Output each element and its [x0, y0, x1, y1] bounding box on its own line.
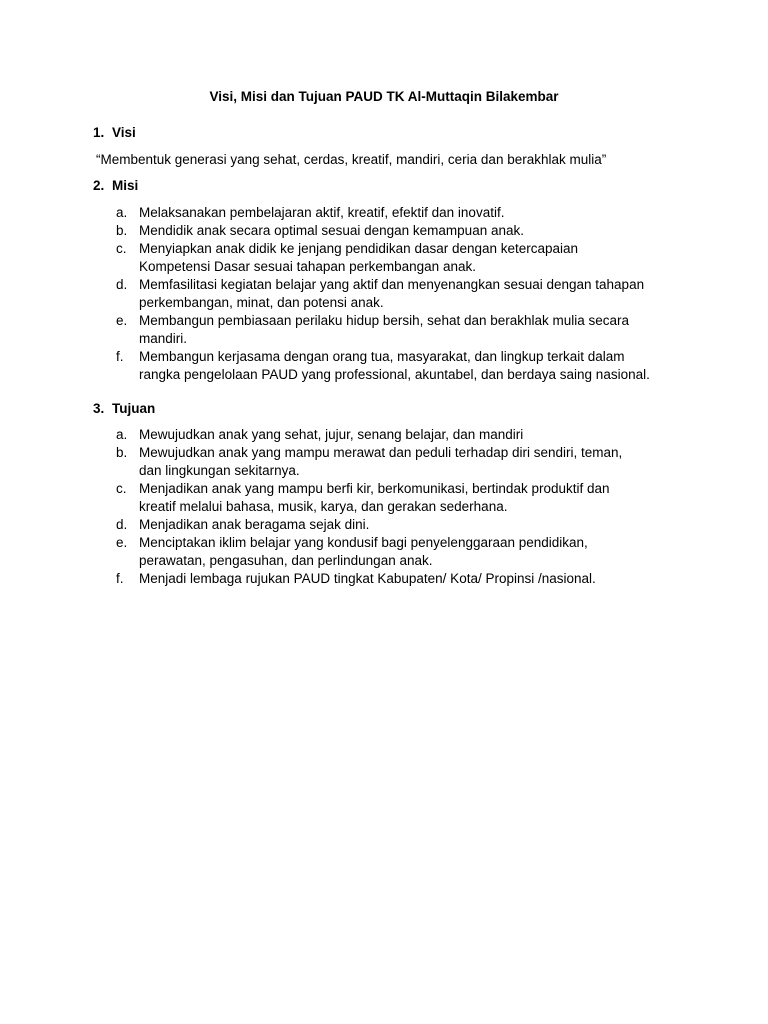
list-item-line: mandiri.	[139, 331, 188, 346]
list-item	[0, 480, 768, 516]
list-marker: d.	[116, 517, 128, 532]
list-marker: c.	[116, 481, 127, 496]
list-item	[0, 240, 768, 276]
list-item-line: rangka pengelolaan PAUD yang professional, akuntabel, dan berdaya saing nasional.	[139, 367, 650, 382]
list-item-line: kreatif melalui bahasa, musik, karya, dan gerakan sederhana.	[139, 499, 508, 514]
tujuan-list	[0, 426, 768, 588]
list-item-line: Kompetensi Dasar sesuai tahapan perkembangan anak.	[139, 259, 476, 274]
list-item-line: perawatan, pengasuhan, dan perlindungan anak.	[139, 553, 433, 568]
list-item	[0, 516, 768, 534]
list-item	[0, 312, 768, 348]
section-heading-misi	[93, 177, 138, 195]
list-marker: e.	[116, 313, 128, 328]
list-item	[0, 444, 768, 480]
section-heading-label: Misi	[112, 178, 139, 193]
list-marker: b.	[116, 223, 128, 238]
list-item-line: Mendidik anak secara optimal sesuai dengan kemampuan anak.	[139, 223, 524, 238]
section-number: 3.	[93, 401, 105, 416]
list-item	[0, 426, 768, 444]
list-item-line: Menciptakan iklim belajar yang kondusif bagi penyelenggaraan pendidikan,	[139, 535, 588, 550]
list-item-line: Menjadikan anak beragama sejak dini.	[139, 517, 370, 532]
list-marker: f.	[116, 349, 124, 364]
section-heading-label: Visi	[112, 125, 136, 140]
list-item-line: Menyiapkan anak didik ke jenjang pendidikan dasar dengan ketercapaian	[139, 241, 579, 256]
section-heading-tujuan	[93, 400, 155, 418]
list-marker: a.	[116, 205, 128, 220]
list-item	[0, 348, 768, 384]
document-title: Visi, Misi dan Tujuan PAUD TK Al-Muttaqin Bilakembar	[209, 89, 559, 104]
list-item-line: Mewujudkan anak yang sehat, jujur, senang belajar, dan mandiri	[139, 427, 524, 442]
section-heading-label: Tujuan	[112, 401, 156, 416]
list-item-line: Melaksanakan pembelajaran aktif, kreatif, efektif dan inovatif.	[139, 205, 505, 220]
list-item-line: perkembangan, minat, dan potensi anak.	[139, 295, 384, 310]
list-item	[0, 204, 768, 222]
list-item	[0, 276, 768, 312]
list-marker: f.	[116, 571, 124, 586]
list-marker: d.	[116, 277, 128, 292]
section-heading-visi	[93, 124, 136, 142]
list-item-line: Mewujudkan anak yang mampu merawat dan peduli terhadap diri sendiri, teman,	[139, 445, 623, 460]
section-number: 2.	[93, 178, 105, 193]
list-item-line: dan lingkungan sekitarnya.	[139, 463, 300, 478]
list-marker: b.	[116, 445, 128, 460]
list-marker: e.	[116, 535, 128, 550]
misi-list	[0, 204, 768, 384]
list-item-line: Memfasilitasi kegiatan belajar yang aktif dan menyenangkan sesuai dengan tahapan	[139, 277, 645, 292]
section-number: 1.	[93, 125, 105, 140]
list-marker: c.	[116, 241, 127, 256]
list-item-line: Menjadi lembaga rujukan PAUD tingkat Kabupaten/ Kota/ Propinsi /nasional.	[139, 571, 596, 586]
list-item	[0, 534, 768, 570]
list-item	[0, 222, 768, 240]
visi-statement: “Membentuk generasi yang sehat, cerdas, kreatif, mandiri, ceria dan berakhlak mulia”	[96, 152, 607, 167]
list-item-line: Membangun pembiasaan perilaku hidup bersih, sehat dan berakhlak mulia secara	[139, 313, 630, 328]
list-item-line: Membangun kerjasama dengan orang tua, masyarakat, dan lingkup terkait dalam	[139, 349, 625, 364]
list-item-line: Menjadikan anak yang mampu berfi kir, berkomunikasi, bertindak produktif dan	[139, 481, 610, 496]
list-item	[0, 570, 768, 588]
list-marker: a.	[116, 427, 128, 442]
